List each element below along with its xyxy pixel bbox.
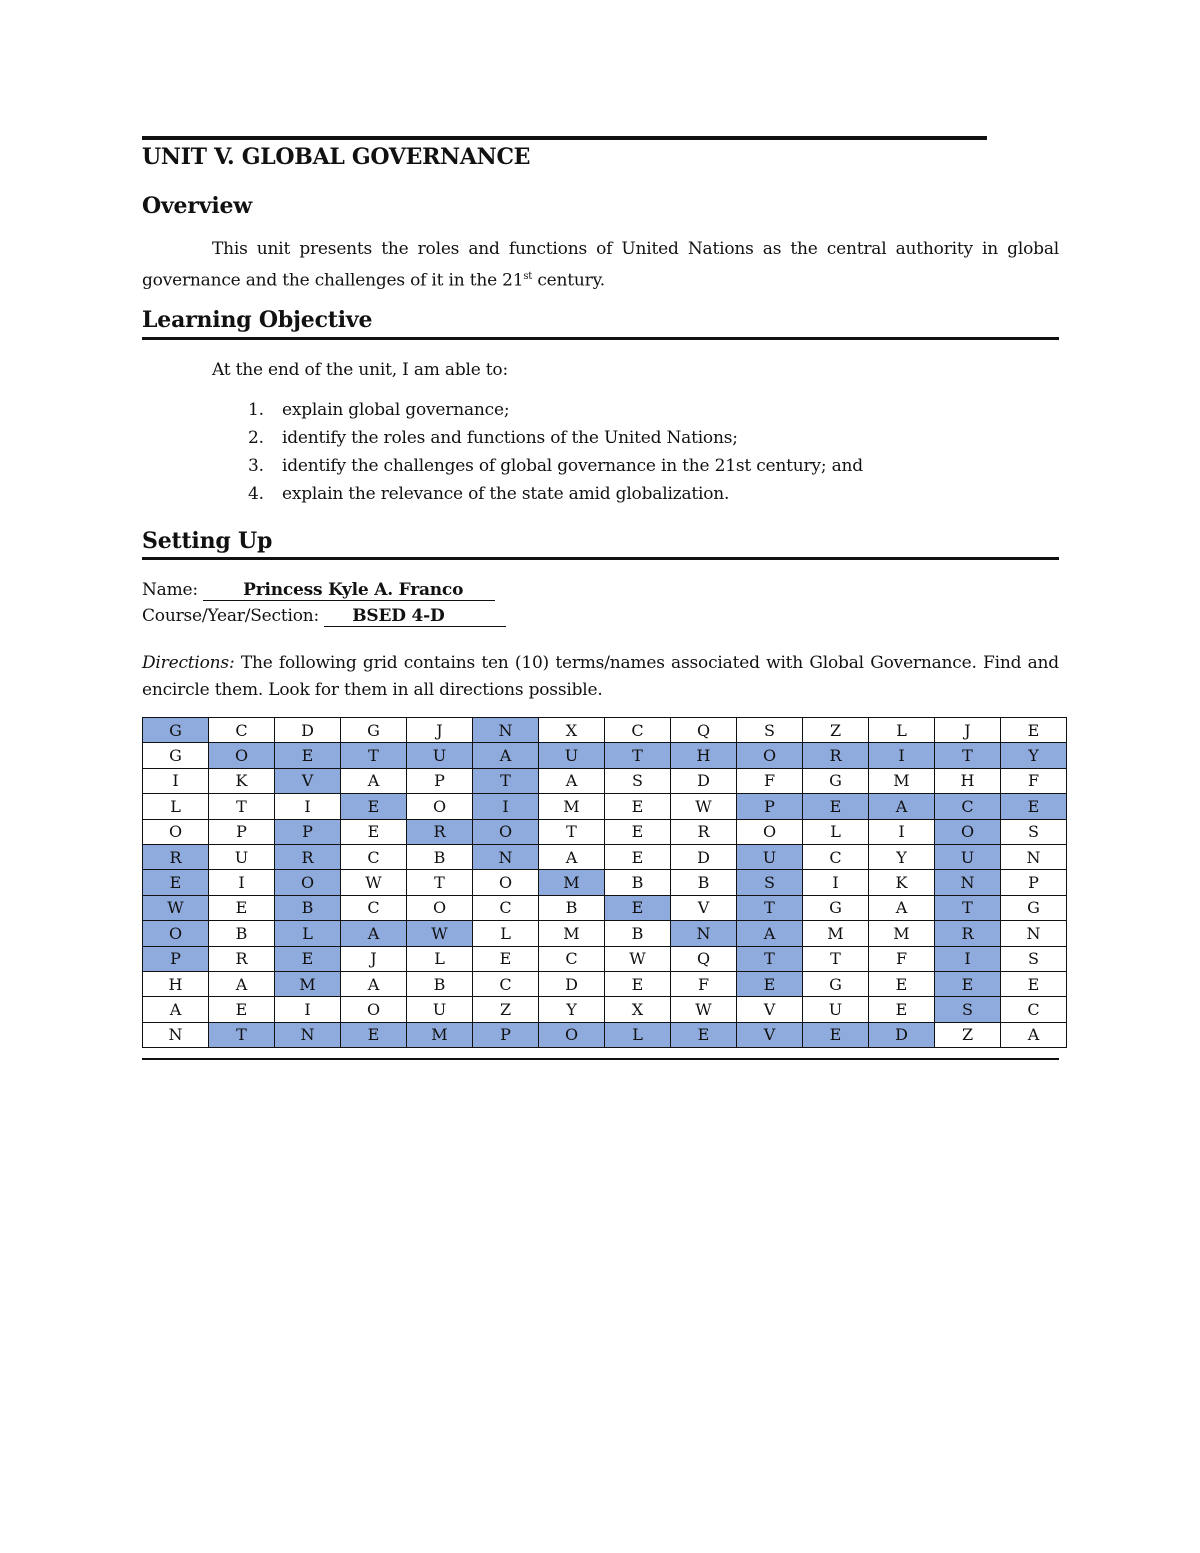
grid-cell[interactable]: D bbox=[671, 844, 737, 869]
grid-cell[interactable]: E bbox=[605, 971, 671, 996]
grid-cell[interactable]: F bbox=[1001, 768, 1067, 793]
objective-item bbox=[142, 428, 863, 456]
objective-intro: At the end of the unit, I am able to: bbox=[212, 360, 508, 380]
grid-cell[interactable]: A bbox=[869, 895, 935, 920]
grid-cell[interactable]: P bbox=[1001, 870, 1067, 895]
grid-cell[interactable]: W bbox=[671, 794, 737, 819]
grid-cell[interactable]: U bbox=[407, 997, 473, 1022]
grid-cell[interactable]: X bbox=[605, 997, 671, 1022]
objective-item bbox=[142, 484, 863, 512]
grid-cell[interactable]: E bbox=[935, 971, 1001, 996]
grid-cell[interactable]: E bbox=[605, 794, 671, 819]
objective-item bbox=[142, 400, 863, 428]
grid-cell[interactable]: O bbox=[143, 819, 209, 844]
grid-cell[interactable]: T bbox=[605, 743, 671, 768]
grid-cell[interactable]: L bbox=[275, 921, 341, 946]
grid-cell[interactable]: O bbox=[935, 819, 1001, 844]
grid-cell[interactable]: G bbox=[143, 718, 209, 743]
learning-objective-heading: Learning Objective bbox=[142, 307, 373, 333]
grid-cell[interactable]: Z bbox=[935, 1022, 1001, 1047]
grid-cell[interactable]: L bbox=[407, 946, 473, 971]
grid-cell[interactable]: E bbox=[605, 819, 671, 844]
grid-cell[interactable]: R bbox=[275, 844, 341, 869]
grid-cell[interactable]: N bbox=[935, 870, 1001, 895]
overview-text-main: This unit presents the roles and functions of United Nations as the central authority in global governance and the challenges of it in the 21 bbox=[142, 239, 1059, 291]
grid-cell[interactable]: G bbox=[143, 743, 209, 768]
overview-heading: Overview bbox=[142, 193, 253, 219]
grid-cell[interactable]: R bbox=[143, 844, 209, 869]
grid-cell[interactable]: I bbox=[803, 870, 869, 895]
grid-cell[interactable]: I bbox=[275, 997, 341, 1022]
grid-row bbox=[143, 819, 1067, 844]
grid-cell[interactable]: D bbox=[671, 768, 737, 793]
grid-cell[interactable]: M bbox=[539, 794, 605, 819]
grid-cell[interactable]: V bbox=[275, 768, 341, 793]
directions bbox=[142, 650, 1059, 704]
objective-item bbox=[142, 456, 863, 484]
directions-text: The following grid contains ten (10) terms/names associated with Global Governance. Find and encircle them. Look for them in all directions possible. bbox=[142, 653, 1059, 700]
grid-cell[interactable]: A bbox=[737, 921, 803, 946]
grid-cell[interactable]: E bbox=[275, 946, 341, 971]
objective-number: 4. bbox=[248, 484, 264, 504]
grid-cell[interactable]: P bbox=[473, 1022, 539, 1047]
grid-bottom-rule bbox=[142, 1058, 1059, 1060]
grid-cell[interactable]: O bbox=[473, 870, 539, 895]
grid-cell[interactable]: U bbox=[737, 844, 803, 869]
grid-cell[interactable]: I bbox=[275, 794, 341, 819]
grid-cell[interactable]: J bbox=[407, 718, 473, 743]
grid-cell[interactable]: B bbox=[407, 844, 473, 869]
grid-cell[interactable]: A bbox=[473, 743, 539, 768]
grid-cell[interactable]: T bbox=[737, 946, 803, 971]
grid-row bbox=[143, 794, 1067, 819]
grid-cell[interactable]: H bbox=[671, 743, 737, 768]
grid-cell[interactable]: J bbox=[341, 946, 407, 971]
grid-cell[interactable]: S bbox=[1001, 946, 1067, 971]
grid-cell[interactable]: N bbox=[275, 1022, 341, 1047]
grid-cell[interactable]: E bbox=[341, 819, 407, 844]
grid-cell[interactable]: U bbox=[935, 844, 1001, 869]
grid-cell[interactable]: L bbox=[869, 718, 935, 743]
grid-cell[interactable]: Y bbox=[869, 844, 935, 869]
objective-text: identify the challenges of global governance in the 21st century; and bbox=[282, 456, 863, 476]
grid-cell[interactable]: E bbox=[605, 895, 671, 920]
grid-cell[interactable]: K bbox=[209, 768, 275, 793]
grid-row bbox=[143, 844, 1067, 869]
grid-cell[interactable]: C bbox=[341, 844, 407, 869]
grid-cell[interactable]: V bbox=[737, 997, 803, 1022]
objective-number: 2. bbox=[248, 428, 264, 448]
grid-row bbox=[143, 997, 1067, 1022]
grid-cell[interactable]: Q bbox=[671, 946, 737, 971]
grid-cell[interactable]: E bbox=[275, 743, 341, 768]
grid-cell[interactable]: G bbox=[803, 971, 869, 996]
name-label: Name: bbox=[142, 580, 198, 600]
grid-cell[interactable]: R bbox=[671, 819, 737, 844]
grid-cell[interactable]: A bbox=[341, 971, 407, 996]
grid-cell[interactable]: W bbox=[341, 870, 407, 895]
grid-cell[interactable]: G bbox=[803, 768, 869, 793]
grid-cell[interactable]: D bbox=[869, 1022, 935, 1047]
grid-cell[interactable]: M bbox=[869, 768, 935, 793]
grid-cell[interactable]: E bbox=[1001, 971, 1067, 996]
grid-cell[interactable]: A bbox=[341, 921, 407, 946]
grid-cell[interactable]: B bbox=[605, 921, 671, 946]
grid-cell[interactable]: Z bbox=[473, 997, 539, 1022]
grid-cell[interactable]: A bbox=[209, 971, 275, 996]
grid-cell[interactable]: O bbox=[737, 743, 803, 768]
grid-cell[interactable]: R bbox=[209, 946, 275, 971]
grid-cell[interactable]: O bbox=[209, 743, 275, 768]
grid-cell[interactable]: E bbox=[671, 1022, 737, 1047]
grid-cell[interactable]: U bbox=[539, 743, 605, 768]
grid-cell[interactable]: R bbox=[407, 819, 473, 844]
course-label: Course/Year/Section: bbox=[142, 606, 320, 626]
grid-cell[interactable]: I bbox=[869, 743, 935, 768]
grid-cell[interactable]: T bbox=[341, 743, 407, 768]
grid-cell[interactable]: L bbox=[803, 819, 869, 844]
course-field-row bbox=[142, 606, 506, 627]
grid-cell[interactable]: A bbox=[539, 768, 605, 793]
grid-cell[interactable]: B bbox=[209, 921, 275, 946]
grid-cell[interactable]: P bbox=[209, 819, 275, 844]
grid-cell[interactable]: T bbox=[407, 870, 473, 895]
grid-cell[interactable]: Z bbox=[803, 718, 869, 743]
grid-cell[interactable]: K bbox=[869, 870, 935, 895]
directions-label: Directions: bbox=[142, 653, 235, 673]
grid-cell[interactable]: W bbox=[671, 997, 737, 1022]
grid-cell[interactable]: T bbox=[737, 895, 803, 920]
setting-up-heading: Setting Up bbox=[142, 528, 273, 554]
grid-cell[interactable]: H bbox=[935, 768, 1001, 793]
grid-cell[interactable]: E bbox=[737, 971, 803, 996]
grid-cell[interactable]: X bbox=[539, 718, 605, 743]
grid-row bbox=[143, 870, 1067, 895]
grid-cell[interactable]: Y bbox=[1001, 743, 1067, 768]
grid-cell[interactable]: L bbox=[143, 794, 209, 819]
objective-list bbox=[142, 400, 863, 512]
grid-cell[interactable]: C bbox=[341, 895, 407, 920]
grid-cell[interactable]: D bbox=[539, 971, 605, 996]
grid-cell[interactable]: M bbox=[275, 971, 341, 996]
grid-cell[interactable]: A bbox=[1001, 1022, 1067, 1047]
grid-cell[interactable]: E bbox=[605, 844, 671, 869]
grid-cell[interactable]: Q bbox=[671, 718, 737, 743]
top-rule bbox=[142, 136, 987, 140]
grid-cell[interactable]: D bbox=[275, 718, 341, 743]
grid-row bbox=[143, 1022, 1067, 1047]
grid-cell[interactable]: S bbox=[935, 997, 1001, 1022]
grid-cell[interactable]: O bbox=[539, 1022, 605, 1047]
grid-cell[interactable]: W bbox=[143, 895, 209, 920]
grid-cell[interactable]: A bbox=[539, 844, 605, 869]
grid-cell[interactable]: T bbox=[539, 819, 605, 844]
grid-cell[interactable]: L bbox=[605, 1022, 671, 1047]
grid-cell[interactable]: A bbox=[869, 794, 935, 819]
grid-cell[interactable]: W bbox=[407, 921, 473, 946]
grid-cell[interactable]: V bbox=[671, 895, 737, 920]
grid-cell[interactable]: P bbox=[275, 819, 341, 844]
grid-cell[interactable]: V bbox=[737, 1022, 803, 1047]
grid-cell[interactable]: E bbox=[803, 794, 869, 819]
grid-cell[interactable]: T bbox=[935, 895, 1001, 920]
objective-text: explain the relevance of the state amid globalization. bbox=[282, 484, 730, 504]
grid-cell[interactable]: P bbox=[143, 946, 209, 971]
name-field[interactable]: Princess Kyle A. Franco bbox=[203, 580, 495, 601]
grid-cell[interactable]: S bbox=[605, 768, 671, 793]
grid-cell[interactable]: H bbox=[143, 971, 209, 996]
grid-cell[interactable]: I bbox=[935, 946, 1001, 971]
grid-cell[interactable]: N bbox=[143, 1022, 209, 1047]
grid-cell[interactable]: M bbox=[803, 921, 869, 946]
grid-cell[interactable]: C bbox=[605, 718, 671, 743]
grid-cell[interactable]: I bbox=[209, 870, 275, 895]
section-rule bbox=[142, 557, 1059, 560]
grid-cell[interactable]: R bbox=[935, 921, 1001, 946]
grid-cell[interactable]: B bbox=[539, 895, 605, 920]
overview-superscript: st bbox=[523, 271, 533, 282]
grid-cell[interactable]: S bbox=[1001, 819, 1067, 844]
grid-cell[interactable]: F bbox=[737, 768, 803, 793]
grid-cell[interactable]: E bbox=[341, 1022, 407, 1047]
grid-cell[interactable]: B bbox=[605, 870, 671, 895]
objective-text: explain global governance; bbox=[282, 400, 510, 420]
grid-cell[interactable]: I bbox=[473, 794, 539, 819]
grid-cell[interactable]: O bbox=[407, 794, 473, 819]
grid-cell[interactable]: R bbox=[803, 743, 869, 768]
grid-row bbox=[143, 946, 1067, 971]
grid-cell[interactable]: A bbox=[341, 768, 407, 793]
grid-cell[interactable]: C bbox=[935, 794, 1001, 819]
grid-cell[interactable]: O bbox=[473, 819, 539, 844]
grid-row bbox=[143, 718, 1067, 743]
grid-cell[interactable]: F bbox=[671, 971, 737, 996]
grid-cell[interactable]: M bbox=[869, 921, 935, 946]
word-search-grid bbox=[142, 717, 1067, 1048]
grid-cell[interactable]: O bbox=[275, 870, 341, 895]
grid-cell[interactable]: N bbox=[473, 718, 539, 743]
grid-cell[interactable]: M bbox=[539, 921, 605, 946]
grid-cell[interactable]: C bbox=[473, 971, 539, 996]
grid-cell[interactable]: E bbox=[803, 1022, 869, 1047]
objective-text: identify the roles and functions of the United Nations; bbox=[282, 428, 738, 448]
unit-title: UNIT V. GLOBAL GOVERNANCE bbox=[142, 144, 531, 170]
course-field[interactable]: BSED 4-D bbox=[324, 606, 506, 627]
grid-cell[interactable]: O bbox=[737, 819, 803, 844]
grid-cell[interactable]: O bbox=[407, 895, 473, 920]
grid-row bbox=[143, 921, 1067, 946]
grid-cell[interactable]: E bbox=[341, 794, 407, 819]
grid-cell[interactable]: T bbox=[209, 794, 275, 819]
grid-cell[interactable]: N bbox=[1001, 844, 1067, 869]
grid-cell[interactable]: O bbox=[143, 921, 209, 946]
grid-cell[interactable]: C bbox=[539, 946, 605, 971]
grid-cell[interactable]: C bbox=[1001, 997, 1067, 1022]
grid-cell[interactable]: W bbox=[605, 946, 671, 971]
grid-cell[interactable]: C bbox=[473, 895, 539, 920]
grid-cell[interactable]: E bbox=[1001, 794, 1067, 819]
overview-text-end: century. bbox=[532, 270, 605, 291]
grid-cell[interactable]: I bbox=[143, 768, 209, 793]
grid-row bbox=[143, 895, 1067, 920]
grid-cell[interactable]: E bbox=[209, 997, 275, 1022]
grid-cell[interactable]: O bbox=[341, 997, 407, 1022]
grid-cell[interactable]: S bbox=[737, 870, 803, 895]
grid-cell[interactable]: A bbox=[143, 997, 209, 1022]
name-field-row bbox=[142, 580, 495, 601]
grid-cell[interactable]: G bbox=[341, 718, 407, 743]
grid-cell[interactable]: T bbox=[473, 768, 539, 793]
grid-cell[interactable]: U bbox=[407, 743, 473, 768]
grid-cell[interactable]: C bbox=[803, 844, 869, 869]
grid-cell[interactable]: B bbox=[407, 971, 473, 996]
grid-cell[interactable]: N bbox=[671, 921, 737, 946]
grid-cell[interactable]: M bbox=[407, 1022, 473, 1047]
grid-cell[interactable]: G bbox=[1001, 895, 1067, 920]
grid-cell[interactable]: E bbox=[473, 946, 539, 971]
grid-cell[interactable]: F bbox=[869, 946, 935, 971]
grid-cell[interactable]: U bbox=[209, 844, 275, 869]
grid-cell[interactable]: T bbox=[935, 743, 1001, 768]
section-rule bbox=[142, 337, 1059, 340]
grid-row bbox=[143, 743, 1067, 768]
grid-cell[interactable]: P bbox=[737, 794, 803, 819]
grid-cell[interactable]: Y bbox=[539, 997, 605, 1022]
grid-row bbox=[143, 971, 1067, 996]
grid-cell[interactable]: J bbox=[935, 718, 1001, 743]
grid-cell[interactable]: I bbox=[869, 819, 935, 844]
grid-cell[interactable]: E bbox=[1001, 718, 1067, 743]
grid-cell[interactable]: E bbox=[869, 997, 935, 1022]
grid-cell[interactable]: B bbox=[671, 870, 737, 895]
grid-cell[interactable]: N bbox=[1001, 921, 1067, 946]
grid-cell[interactable]: E bbox=[209, 895, 275, 920]
grid-cell[interactable]: L bbox=[473, 921, 539, 946]
objective-number: 3. bbox=[248, 456, 264, 476]
grid-row bbox=[143, 768, 1067, 793]
grid-cell[interactable]: E bbox=[143, 870, 209, 895]
grid-cell[interactable]: S bbox=[737, 718, 803, 743]
grid-cell[interactable]: P bbox=[407, 768, 473, 793]
objective-number: 1. bbox=[248, 400, 264, 420]
grid-cell[interactable]: E bbox=[869, 971, 935, 996]
grid-cell[interactable]: T bbox=[209, 1022, 275, 1047]
overview-text bbox=[142, 236, 1059, 295]
grid-cell[interactable]: C bbox=[209, 718, 275, 743]
grid-cell[interactable]: T bbox=[803, 946, 869, 971]
grid-cell[interactable]: B bbox=[275, 895, 341, 920]
grid-cell[interactable]: M bbox=[539, 870, 605, 895]
grid-cell[interactable]: N bbox=[473, 844, 539, 869]
grid-cell[interactable]: G bbox=[803, 895, 869, 920]
grid-cell[interactable]: U bbox=[803, 997, 869, 1022]
